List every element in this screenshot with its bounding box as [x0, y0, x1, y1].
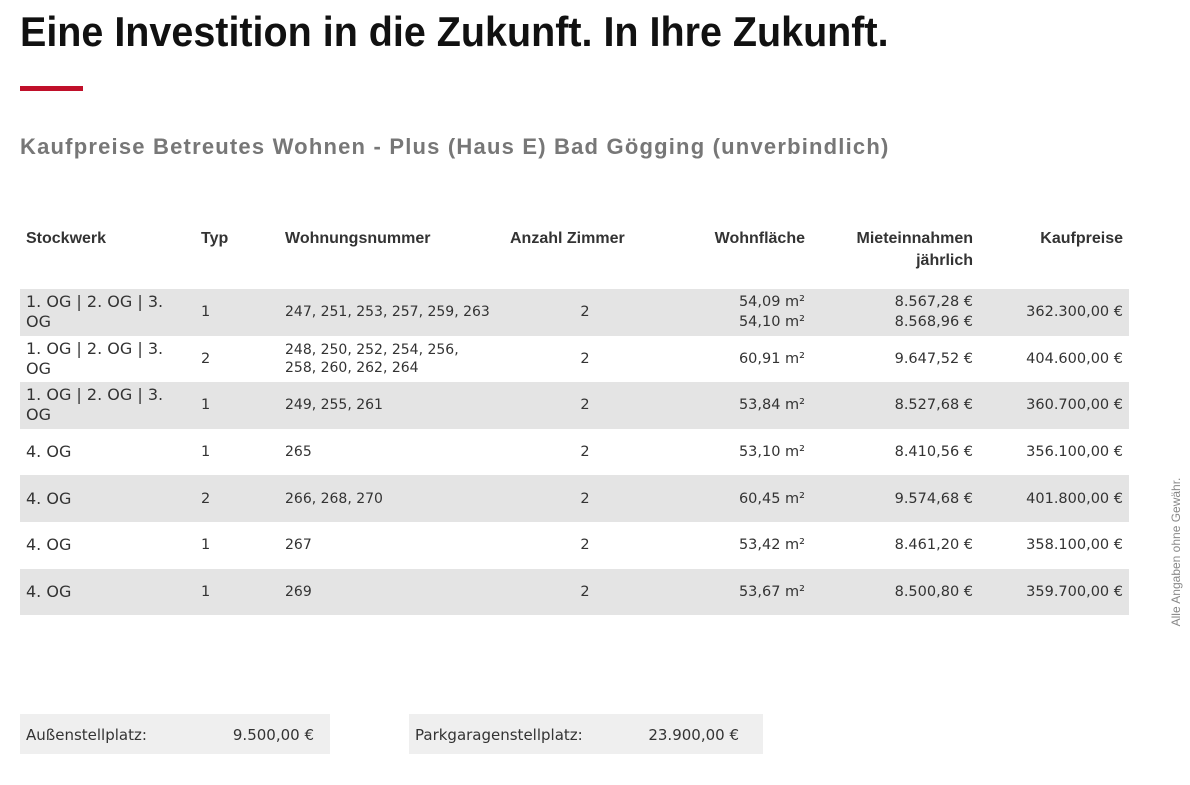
cell-kaufpreis: 358.100,00 € [1026, 537, 1123, 554]
cell-wohnungsnummer [279, 569, 504, 616]
header-mieteinnahmen-line2: jährlich [916, 252, 973, 269]
cell-wohnungsnummer [279, 382, 504, 429]
garage-parking-label: Parkgaragenstellplatz: [415, 726, 583, 744]
cell-kaufpreis: 404.600,00 € [1026, 350, 1123, 367]
table-row [20, 475, 1129, 522]
table-caption: Kaufpreise Betreutes Wohnen - Plus (Haus E) Bad Gögging (unverbindlich) [20, 134, 890, 159]
cell-anzahl-zimmer: 2 [504, 289, 666, 336]
cell-wohnungsnummer [279, 429, 504, 476]
cell-typ: 1 [195, 569, 279, 616]
cell-wohnflaeche [666, 289, 811, 336]
header-anzahl-zimmer: Anzahl Zimmer [510, 230, 625, 247]
cell-stockwerk: 4. OG [20, 475, 195, 522]
cell-anzahl-zimmer: 2 [580, 444, 590, 461]
table-row [20, 336, 1129, 383]
header-spacer [20, 279, 1129, 289]
cell-wohnflaeche-line1: 60,91 m² [738, 350, 805, 367]
cell-stockwerk: 1. OG | 2. OG | 3. OG [20, 289, 195, 336]
cell-mieteinnahmen-line1: 8.500,80 € [894, 583, 973, 600]
cell-stockwerk: 4. OG [26, 535, 72, 555]
cell-wohnflaeche [666, 429, 811, 476]
garage-parking-box [409, 714, 763, 754]
cell-kaufpreis: 362.300,00 € [979, 289, 1129, 336]
cell-typ: 1 [195, 382, 279, 429]
table-row [20, 289, 1129, 336]
cell-mieteinnahmen-line1: 9.647,52 € [894, 350, 973, 367]
header-mieteinnahmen [811, 218, 979, 279]
cell-mieteinnahmen-line1: 8.461,20 € [894, 537, 973, 554]
cell-wohnungsnummer [279, 336, 504, 383]
cell-typ: 2 [195, 475, 279, 522]
cell-wohnungsnummer-line1: 247, 251, 253, 257, 259, 263 [285, 304, 490, 321]
cell-wohnflaeche-line1: 53,67 m² [738, 583, 805, 600]
cell-wohnflaeche [666, 475, 811, 522]
table-row [20, 522, 1129, 569]
cell-wohnflaeche [666, 382, 811, 429]
cell-mieteinnahmen [811, 336, 979, 383]
cell-wohnflaeche-line1: 53,10 m² [738, 444, 805, 461]
cell-stockwerk: 1. OG | 2. OG | 3. OG [20, 382, 195, 429]
cell-anzahl-zimmer: 2 [504, 382, 666, 429]
cell-wohnflaeche [666, 522, 811, 569]
cell-mieteinnahmen [811, 475, 979, 522]
table-row [20, 429, 1129, 476]
table-row [20, 569, 1129, 616]
disclaimer-note: Alle Angaben ohne Gewähr. [1169, 477, 1183, 627]
outdoor-parking-box [20, 714, 330, 754]
cell-kaufpreis: 359.700,00 € [979, 569, 1129, 616]
accent-rule [20, 86, 83, 91]
table-header-row [20, 218, 1129, 279]
cell-anzahl-zimmer: 2 [504, 475, 666, 522]
cell-wohnungsnummer-line1: 267 [285, 537, 312, 554]
cell-mieteinnahmen-line2: 8.568,96 € [894, 314, 973, 331]
header-mieteinnahmen-line1: Mieteinnahmen [856, 230, 973, 247]
table-row [20, 382, 1129, 429]
cell-mieteinnahmen [811, 429, 979, 476]
cell-wohnflaeche-line1: 53,42 m² [738, 537, 805, 554]
cell-wohnflaeche-line1: 54,09 m² [738, 294, 805, 311]
cell-mieteinnahmen-line1: 9.574,68 € [894, 490, 973, 507]
cell-wohnungsnummer [279, 475, 504, 522]
cell-mieteinnahmen-line1: 8.410,56 € [894, 444, 973, 461]
cell-mieteinnahmen [811, 289, 979, 336]
cell-anzahl-zimmer: 2 [580, 350, 590, 367]
cell-mieteinnahmen [811, 522, 979, 569]
cell-wohnungsnummer-line1: 249, 255, 261 [285, 397, 383, 414]
cell-wohnungsnummer-line1: 248, 250, 252, 254, 256, [285, 341, 459, 358]
outdoor-parking-label: Außenstellplatz: [26, 726, 147, 744]
cell-stockwerk: 4. OG [20, 569, 195, 616]
header-kaufpreise: Kaufpreise [1040, 230, 1123, 247]
cell-anzahl-zimmer: 2 [504, 569, 666, 616]
cell-wohnflaeche-line1: 53,84 m² [738, 397, 805, 414]
cell-wohnungsnummer-line1: 269 [285, 583, 312, 600]
outdoor-parking-price: 9.500,00 € [232, 726, 314, 744]
cell-anzahl-zimmer: 2 [580, 537, 590, 554]
cell-mieteinnahmen-line1: 8.567,28 € [894, 294, 973, 311]
cell-wohnflaeche-line1: 60,45 m² [738, 490, 805, 507]
cell-wohnungsnummer [279, 522, 504, 569]
cell-stockwerk: 1. OG | 2. OG | 3. OG [26, 338, 164, 378]
cell-typ: 1 [201, 444, 211, 461]
cell-kaufpreis: 401.800,00 € [979, 475, 1129, 522]
header-wohnungsnummer: Wohnungsnummer [285, 230, 431, 247]
garage-parking-price: 23.900,00 € [648, 726, 739, 744]
cell-wohnflaeche [666, 336, 811, 383]
cell-wohnungsnummer [279, 289, 504, 336]
cell-typ: 1 [195, 289, 279, 336]
page-title: Eine Investition in die Zukunft. In Ihre Zukunft. [20, 8, 889, 55]
cell-mieteinnahmen-line1: 8.527,68 € [894, 397, 973, 414]
header-stockwerk: Stockwerk [26, 230, 107, 247]
cell-kaufpreis: 356.100,00 € [1026, 444, 1123, 461]
cell-wohnungsnummer-line1: 265 [285, 444, 312, 461]
cell-wohnungsnummer-line1: 266, 268, 270 [285, 490, 383, 507]
cell-mieteinnahmen [811, 569, 979, 616]
cell-mieteinnahmen [811, 382, 979, 429]
cell-wohnflaeche [666, 569, 811, 616]
cell-typ: 1 [201, 537, 211, 554]
price-table [20, 218, 1129, 615]
cell-kaufpreis: 360.700,00 € [979, 382, 1129, 429]
cell-typ: 2 [201, 350, 211, 367]
header-wohnflaeche: Wohnfläche [714, 230, 805, 247]
cell-wohnungsnummer-line2: 258, 260, 262, 264 [285, 359, 419, 376]
cell-stockwerk: 4. OG [26, 442, 72, 462]
cell-wohnflaeche-line2: 54,10 m² [738, 314, 805, 331]
header-typ: Typ [201, 230, 229, 247]
